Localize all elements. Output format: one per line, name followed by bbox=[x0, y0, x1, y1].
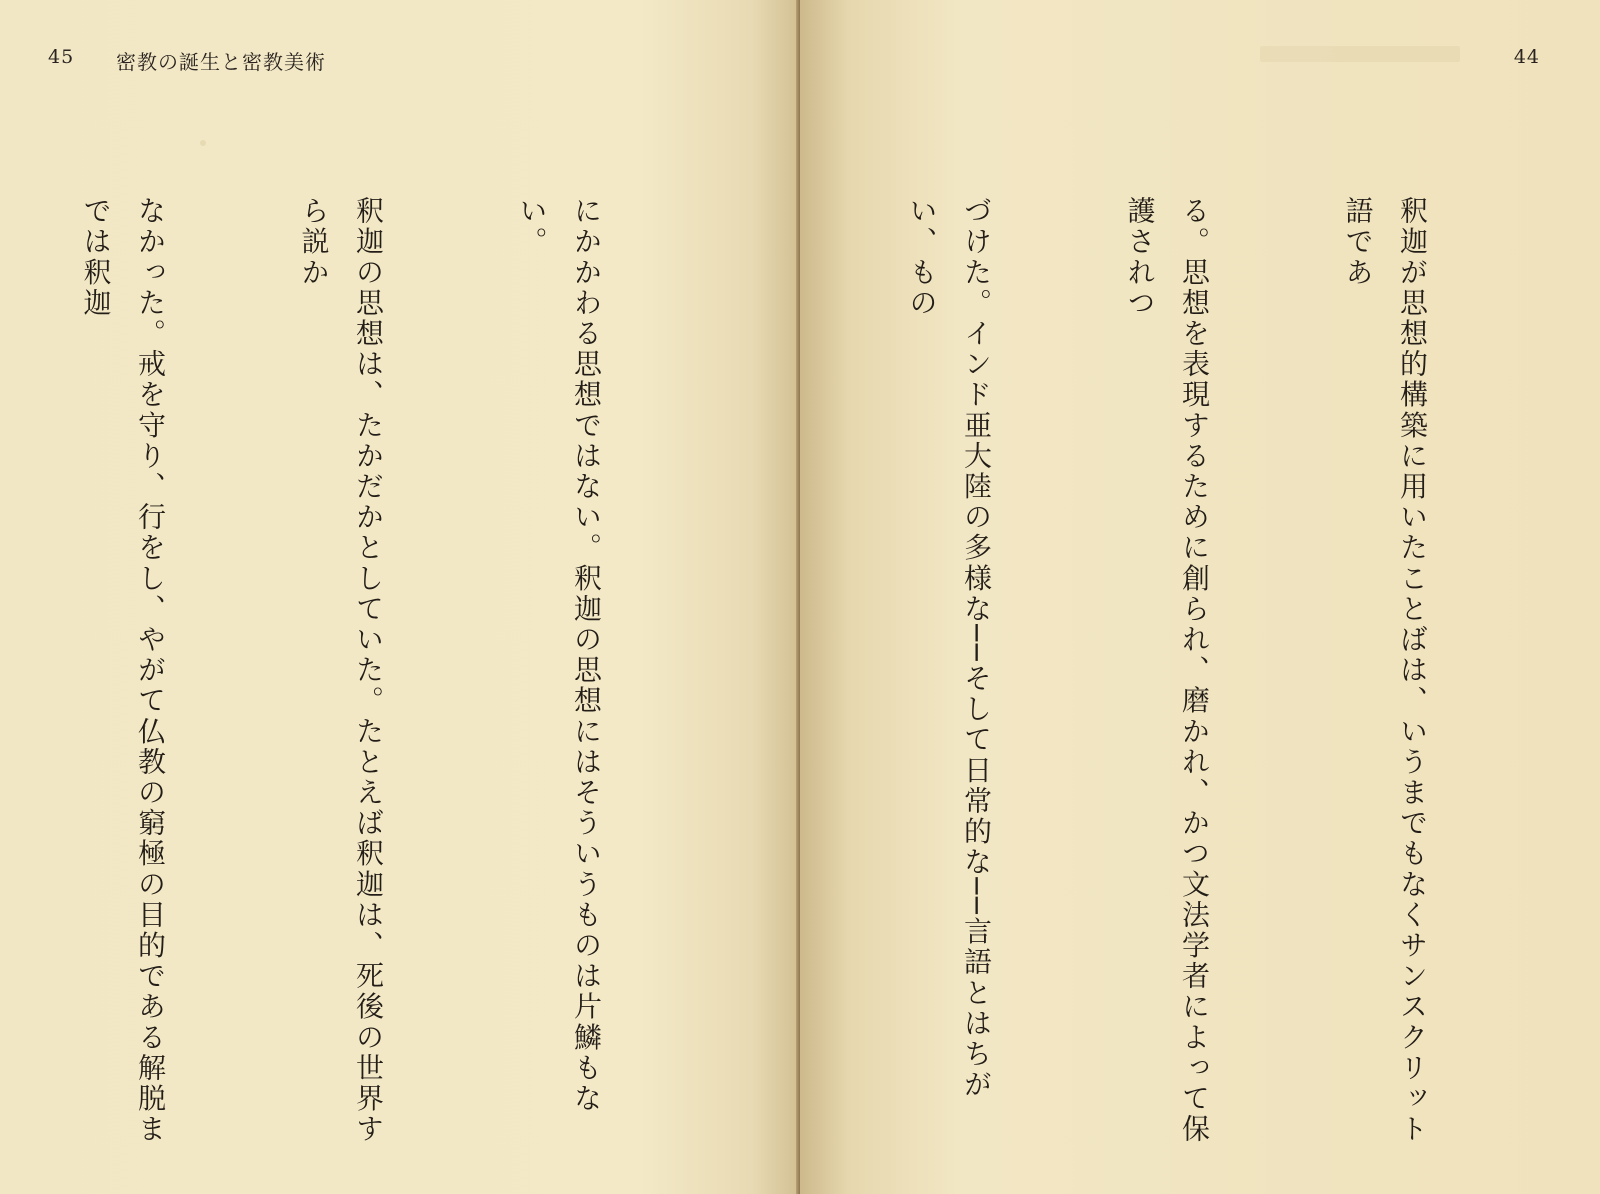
text-column: 釈迦の思想は、たかだかとしていた。たとえば釈迦は、死後の世界すら説か bbox=[297, 196, 385, 1145]
left-page-body bbox=[42, 196, 722, 1156]
text-column: づけた。インド亜大陸の多様な──そして日常的な──言語とはちがい、もの bbox=[905, 196, 993, 1101]
text-column: にかかわる思想ではない。釈迦の思想にはそういうものは片鱗もない。 bbox=[515, 196, 603, 1114]
text-column: る。思想を表現するために創られ、磨かれ、かつ文法学者によって保護されつ bbox=[1123, 196, 1211, 1145]
left-page-number: 45 bbox=[48, 46, 75, 68]
text-column: 釈迦が思想的構築に用いたことばは、いうまでもなくサンスクリット語であ bbox=[1341, 196, 1429, 1145]
bleed-through-header bbox=[1260, 46, 1460, 62]
paper-speck bbox=[200, 140, 206, 146]
right-page-number: 44 bbox=[1513, 46, 1540, 68]
chapter-title: 密教の誕生と密教美術 bbox=[116, 50, 326, 74]
right-page-body bbox=[848, 196, 1548, 1156]
text-column: なかった。戒を守り、行をし、やがて仏教の窮極の目的である解脱までは釈迦 bbox=[79, 196, 167, 1145]
right-page bbox=[800, 0, 1600, 1194]
